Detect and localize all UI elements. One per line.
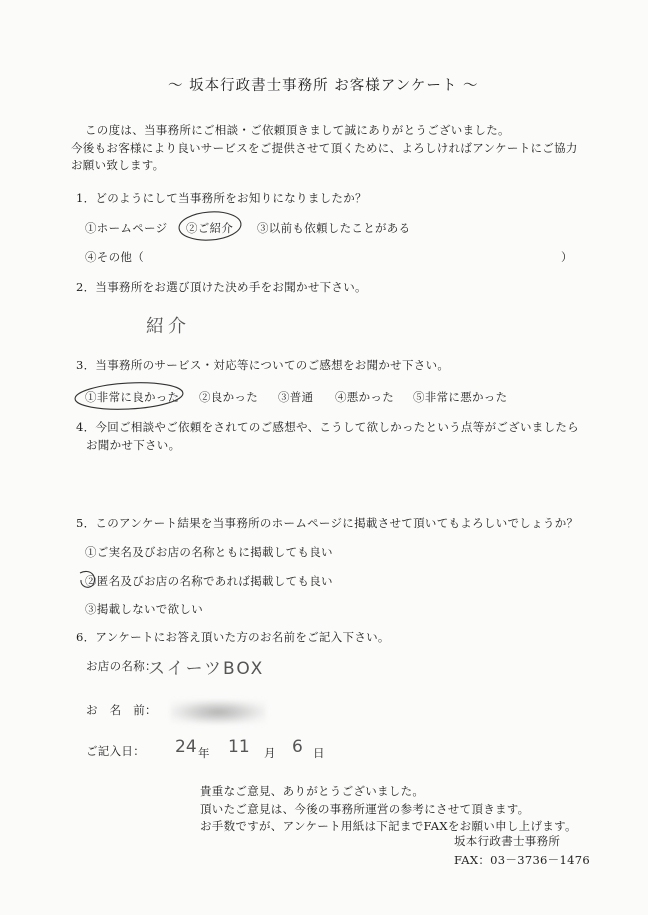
closing-line-2: 頂いたご意見は、今後の事務所運営の参考にさせて頂きます。 (200, 802, 530, 816)
closing-line-1: 貴重なご意見、ありがとうございました。 (200, 784, 425, 798)
q5-option-no-publish: ③掲載しないで欲しい (85, 602, 203, 616)
q5-option-anonymous: ②匿名及びお店の名称であれば掲載しても良い (85, 574, 333, 588)
q3-option-average: ③普通 (278, 390, 314, 404)
customer-name-label: お 名 前： (86, 703, 157, 717)
q1-option-other-close: ） (561, 250, 573, 264)
q1-option-other: ④その他（ (85, 250, 144, 264)
shop-name-handwritten: スイーツBOX (148, 659, 265, 679)
year-unit: 年 (198, 746, 210, 760)
q4-question-line-1: 4．今回ご相談やご依頼をされてのご感想や、こうして欲しかったという点等がございましたら (76, 420, 579, 434)
intro-line-1: この度は、当事務所にご相談・ご依頼頂きまして誠にありがとうございました。 (85, 123, 510, 137)
q1-option-referral: ②ご紹介 (186, 221, 234, 235)
q3-option-very-good: ①非常に良かった (85, 390, 180, 404)
shop-name-label: お店の名称： (86, 659, 157, 673)
anonymous-check-mark (80, 571, 95, 587)
page-title: ～ 坂本行政書士事務所 お客様アンケート ～ (168, 78, 479, 94)
q3-question: 3．当事務所のサービス・対応等についてのご感想をお聞かせ下さい。 (76, 358, 450, 372)
q1-question: 1．どのようにして当事務所をお知りになりましたか？ (76, 191, 367, 205)
month-unit: 月 (264, 746, 276, 760)
intro-line-3: お願い致します。 (71, 158, 165, 172)
q2-question: 2．当事務所をお選び頂けた決め手をお聞かせ下さい。 (76, 280, 367, 294)
q5-question: 5．このアンケート結果を当事務所のホームページに掲載させて頂いてもよろしいでしょうか？ (76, 516, 579, 530)
day-unit: 日 (313, 746, 325, 760)
q3-option-good: ②良かった (199, 390, 258, 404)
q3-option-very-bad: ⑤非常に悪かった (413, 390, 508, 404)
date-year-handwritten: 24 (175, 737, 197, 757)
closing-line-3: お手数ですが、アンケート用紙は下記までFAXをお願い申し上げます。 (200, 819, 577, 833)
q5-option-full-name: ①ご実名及びお店の名称ともに掲載しても良い (85, 545, 333, 559)
date-label: ご記入日： (86, 744, 145, 758)
q1-option-homepage: ①ホームページ (85, 221, 168, 235)
referral-circle (178, 210, 242, 242)
intro-line-2: 今後もお客様により良いサービスをご提供させて頂くために、よろしければアンケートにご協力 (71, 141, 578, 155)
q1-option-previous: ③以前も依頼したことがある (257, 221, 411, 235)
very-good-circle (74, 380, 183, 412)
q2-handwritten-answer: 紹介 (146, 316, 190, 337)
q3-option-bad: ④悪かった (335, 390, 394, 404)
q6-question: 6．アンケートにお答え頂いた方のお名前をご記入下さい。 (76, 630, 390, 644)
q4-question-line-2: お聞かせ下さい。 (86, 438, 181, 452)
date-month-handwritten: 11 (228, 737, 250, 757)
date-day-handwritten: 6 (292, 737, 303, 757)
office-name: 坂本行政書士事務所 (454, 834, 561, 848)
office-fax: FAX：03－3736－1476 (454, 853, 590, 867)
